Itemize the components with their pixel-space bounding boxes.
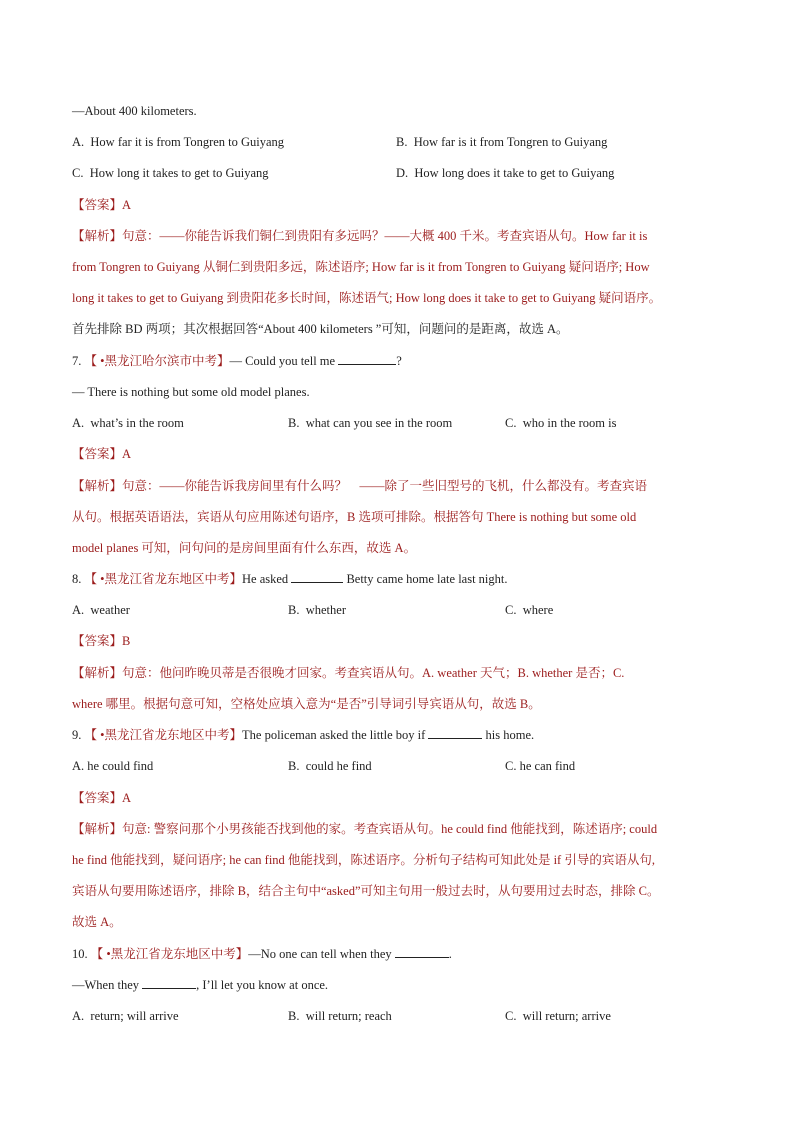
q9-analysis-line-4: 故选 A。 [72, 915, 122, 929]
q9-blank [428, 727, 482, 739]
answer-label: 【答案】 [72, 791, 123, 805]
q10-source: 【 •黑龙江省龙东地区中考】 [90, 947, 249, 961]
q8-stem: 8. 【 •黑龙江省龙东地区中考】He asked Betty came home late last night. [72, 572, 508, 586]
q6-analysis-line-1: 【解析】句意：——你能告诉我们铜仁到贵阳有多远吗？——大概 400 千米。考查宾语从句。How far it is [72, 229, 648, 243]
q9-source: 【 •黑龙江省龙东地区中考】 [84, 728, 243, 742]
answer-label: 【答案】 [72, 634, 123, 648]
answer-label: 【答案】 [72, 198, 123, 212]
q8-option-a: A. weather [72, 603, 130, 617]
q10-option-b: B. will return; reach [288, 1009, 392, 1023]
analysis-label: 【解析】 [72, 822, 123, 836]
q9-analysis-line-1: 【解析】句意: 警察问那个小男孩能否找到他的家。考查宾语从句。he could find 他能找到，陈述语序; could [72, 822, 658, 836]
q8-analysis-line-1: 【解析】句意：他问昨晚贝蒂是否很晚才回家。考查宾语从句。A. weather 天气；B. whether 是否；C. [72, 666, 625, 680]
q7-option-c: C. who in the room is [505, 416, 617, 430]
q10-blank-2 [142, 977, 196, 989]
q6-option-d: D. How long does it take to get to Guiyang [396, 166, 615, 180]
q7-stem: 7. 【 •黑龙江哈尔滨市中考】— Could you tell me ? [72, 354, 402, 368]
q6-analysis-line-2: from Tongren to Guiyang 从铜仁到贵阳多远，陈述语序; How far is it from Tongren to Guiyang 疑问语序; How [72, 260, 650, 274]
q9-option-a: A. he could find [72, 759, 154, 773]
q8-answer: 【答案】B [72, 634, 131, 648]
q10-option-a: A. return; will arrive [72, 1009, 179, 1023]
q7-option-b: B. what can you see in the room [288, 416, 453, 430]
q6-option-b: B. How far is it from Tongren to Guiyang [396, 135, 608, 149]
q7-analysis-line-3: model planes 可知，问句问的是房间里面有什么东西，故选 A。 [72, 541, 417, 555]
q7-option-a: A. what’s in the room [72, 416, 184, 430]
q10-reply: —When they , I’ll let you know at once. [72, 978, 329, 992]
q9-analysis-line-2: he find 他能找到，疑问语序; he can find 他能找到，陈述语序。分析句子结构可知此处是 if 引导的宾语从句, [72, 853, 655, 867]
q7-reply: — There is nothing but some old model planes. [72, 385, 310, 399]
q9-answer: 【答案】A [72, 791, 132, 805]
analysis-label: 【解析】 [72, 666, 123, 680]
q8-source: 【 •黑龙江省龙东地区中考】 [84, 572, 243, 586]
q6-option-a: A. How far it is from Tongren to Guiyang [72, 135, 285, 149]
q7-analysis-line-1: 【解析】句意：——你能告诉我房间里有什么吗？ ——除了一些旧型号的飞机，什么都没有。考查宾语 [72, 479, 648, 493]
q9-analysis-line-3: 宾语从句要用陈述语序，排除 B，结合主句中“asked”可知主句用一般过去时，从句要用过去时态，排除 C。 [72, 884, 660, 898]
q10-stem: 10. 【 •黑龙江省龙东地区中考】—No one can tell when they . [72, 947, 452, 961]
q6-option-c: C. How long it takes to get to Guiyang [72, 166, 269, 180]
q8-option-c: C. where [505, 603, 554, 617]
q9-stem: 9. 【 •黑龙江省龙东地区中考】The policeman asked the little boy if his home. [72, 728, 535, 742]
q7-analysis-line-2: 从句。根据英语语法，宾语从句应用陈述句语序，B 选项可排除。根据答句 There is nothing but some old [72, 510, 637, 524]
q7-source: 【 •黑龙江哈尔滨市中考】 [84, 354, 230, 368]
analysis-label: 【解析】 [72, 479, 123, 493]
q6-analysis-line-4: 首先排除 BD 两项；其次根据回答“About 400 kilometers ”可知，问题问的是距离，故选 A。 [72, 322, 569, 336]
q6-answer: 【答案】A [72, 198, 132, 212]
q6-analysis-line-3: long it takes to get to Guiyang 到贵阳花多长时间，陈述语气; How long does it take to get to Guiyang 疑问语序。 [72, 291, 662, 305]
q9-option-c: C. he can find [505, 759, 576, 773]
q7-blank [338, 353, 396, 365]
q8-option-b: B. whether [288, 603, 346, 617]
answer-label: 【答案】 [72, 447, 123, 461]
q8-blank [291, 571, 343, 583]
q8-analysis-line-2: where 哪里。根据句意可知，空格处应填入意为“是否”引导词引导宾语从句，故选 B。 [72, 697, 541, 711]
analysis-label: 【解析】 [72, 229, 123, 243]
q9-option-b: B. could he find [288, 759, 372, 773]
q10-blank-1 [395, 946, 449, 958]
q10-option-c: C. will return; arrive [505, 1009, 611, 1023]
q7-answer: 【答案】A [72, 447, 132, 461]
q6-answer-tail: —About 400 kilometers. [72, 104, 197, 118]
